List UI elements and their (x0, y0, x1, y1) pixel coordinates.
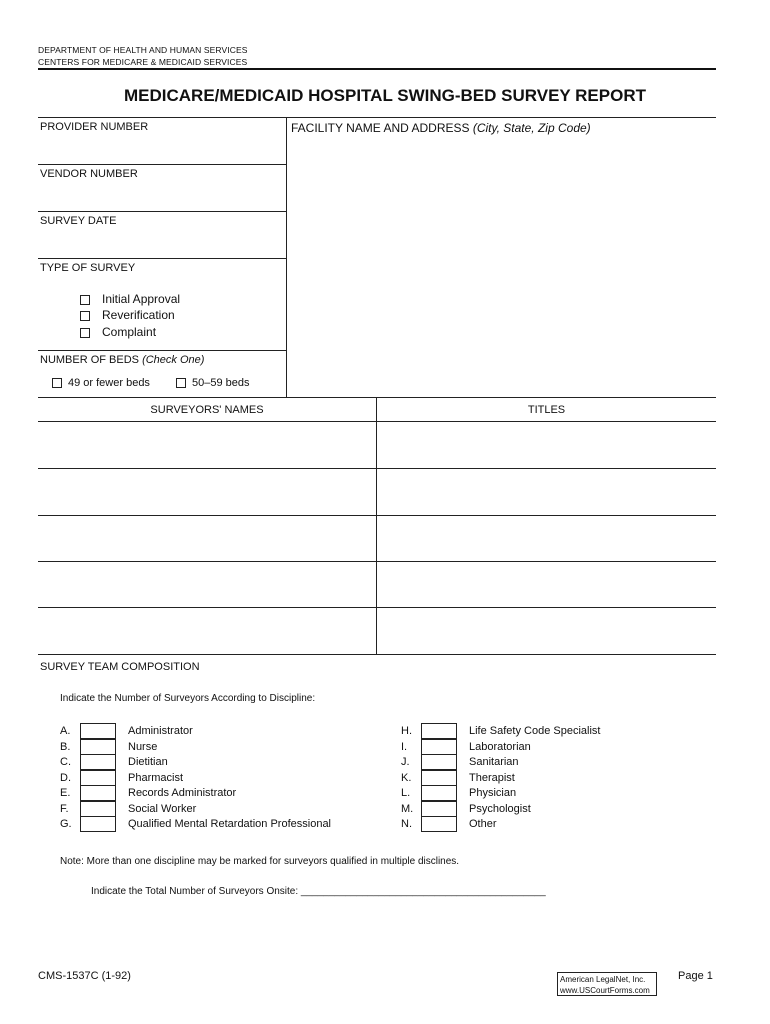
provider-number-label: PROVIDER NUMBER (40, 121, 149, 133)
survey-type-complaint[interactable] (80, 325, 156, 339)
survey-date-label: SURVEY DATE (40, 215, 117, 227)
discipline-count-box[interactable] (421, 785, 457, 801)
vendor-number-rule (38, 211, 286, 212)
discipline-count-box[interactable] (80, 801, 116, 817)
survey-type-reverification-label: Reverification (102, 308, 175, 322)
surveyors-table-top (38, 397, 716, 398)
facility-name-hint: (City, State, Zip Code) (472, 121, 591, 135)
discipline-count-box[interactable] (421, 816, 457, 832)
discipline-count-box[interactable] (80, 770, 116, 786)
survey-date-rule (38, 258, 286, 259)
beds-option-50-59-label: 50–59 beds (192, 377, 250, 389)
publisher-name: American LegalNet, Inc. (560, 975, 646, 984)
checkbox-49-or-fewer[interactable] (52, 378, 62, 388)
survey-type-initial-label: Initial Approval (102, 292, 181, 306)
discipline-letter: M. (401, 802, 414, 815)
discipline-name: Therapist (469, 771, 515, 784)
discipline-name: Nurse (128, 740, 158, 753)
beds-label-hint: (Check One) (142, 354, 205, 366)
beds-option-49-or-fewer[interactable] (52, 377, 150, 389)
discipline-row (60, 786, 400, 800)
discipline-name: Pharmacist (128, 771, 184, 784)
discipline-row (401, 802, 741, 816)
agency-department: DEPARTMENT OF HEALTH AND HUMAN SERVICES (38, 45, 248, 55)
discipline-name: Qualified Mental Retardation Professional (128, 818, 332, 830)
beds-option-49-label: 49 or fewer beds (68, 377, 150, 389)
discipline-letter: I. (401, 740, 408, 753)
surveyor-title-field-5[interactable] (377, 608, 716, 653)
discipline-count-box[interactable] (421, 739, 457, 755)
page-number: Page 1 (678, 970, 713, 982)
discipline-letter: H. (401, 725, 412, 737)
survey-type-initial[interactable] (80, 292, 180, 306)
form-title: MEDICARE/MEDICAID HOSPITAL SWING-BED SURVEY REPORT (123, 86, 646, 105)
discipline-name: Other (469, 818, 497, 830)
checkbox-reverification[interactable] (80, 311, 90, 321)
checkbox-initial-approval[interactable] (80, 295, 90, 305)
titles-header: TITLES (527, 404, 566, 416)
surveyor-title-field-1[interactable] (377, 422, 716, 467)
discipline-count-box[interactable] (421, 801, 457, 817)
discipline-letter: C. (60, 756, 71, 768)
survey-type-reverification[interactable] (80, 308, 175, 322)
title-rule (38, 117, 716, 118)
discipline-name: Laboratorian (469, 740, 531, 753)
form-id: CMS-1537C (1-92) (38, 970, 131, 982)
publisher-box (557, 972, 657, 996)
beds-option-50-59[interactable] (176, 377, 250, 389)
discipline-row (401, 755, 741, 769)
discipline-letter: D. (60, 771, 71, 784)
provider-number-field[interactable] (40, 134, 284, 162)
type-of-survey-label: TYPE OF SURVEY (40, 262, 136, 274)
surveyor-title-field-2[interactable] (377, 469, 716, 514)
discipline-letter: A. (60, 725, 71, 737)
discipline-name: Administrator (128, 725, 193, 737)
facility-name-label (291, 121, 591, 135)
total-surveyors-label: Indicate the Total Number of Surveyors Onsite: (91, 886, 299, 897)
surveyor-title-field-4[interactable] (377, 562, 716, 607)
discipline-name: Records Administrator (128, 787, 237, 799)
discipline-row (60, 802, 400, 816)
discipline-name: Social Worker (128, 802, 197, 815)
discipline-row (401, 724, 741, 738)
surveyor-name-field-3[interactable] (38, 516, 376, 561)
number-of-beds-label (40, 354, 204, 366)
discipline-row (60, 724, 400, 738)
surveyor-name-field-4[interactable] (38, 562, 376, 607)
discipline-letter: B. (60, 740, 71, 753)
discipline-count-box[interactable] (421, 723, 457, 739)
discipline-count-box[interactable] (80, 754, 116, 770)
discipline-name: Sanitarian (469, 756, 519, 768)
surveyors-names-header: SURVEYORS' NAMES (150, 404, 264, 416)
discipline-row (60, 771, 400, 785)
beds-label-text: NUMBER OF BEDS (40, 354, 140, 366)
facility-name-text: FACILITY NAME AND ADDRESS (291, 121, 470, 135)
provider-number-rule (38, 164, 286, 165)
total-surveyors-field[interactable]: ____________________________________________ (300, 886, 546, 897)
facility-name-field[interactable] (290, 138, 714, 394)
surveyors-table-bottom (38, 654, 716, 655)
discipline-letter: J. (401, 756, 410, 768)
discipline-letter: L. (401, 787, 411, 799)
multiple-discipline-note: Note: More than one discipline may be marked for surveyors qualified in multiple disclines. (60, 856, 460, 867)
checkbox-50-59[interactable] (176, 378, 186, 388)
discipline-count-box[interactable] (80, 739, 116, 755)
discipline-row (60, 755, 400, 769)
discipline-name: Life Safety Code Specialist (469, 725, 601, 737)
surveyor-title-field-3[interactable] (377, 516, 716, 561)
checkbox-complaint[interactable] (80, 328, 90, 338)
surveyor-name-field-1[interactable] (38, 422, 376, 467)
surveyor-name-field-2[interactable] (38, 469, 376, 514)
survey-team-composition-label: SURVEY TEAM COMPOSITION (40, 661, 200, 673)
total-surveyors-row (91, 886, 546, 897)
discipline-count-box[interactable] (80, 816, 116, 832)
discipline-name: Psychologist (469, 802, 531, 815)
discipline-letter: N. (401, 818, 412, 830)
agency-centers: CENTERS FOR MEDICARE & MEDICAID SERVICES (38, 57, 248, 67)
discipline-name: Dietitian (128, 756, 168, 768)
discipline-row (60, 740, 400, 754)
discipline-letter: F. (60, 802, 69, 815)
surveyor-name-field-5[interactable] (38, 608, 376, 653)
discipline-row (60, 817, 400, 831)
discipline-letter: E. (60, 787, 71, 799)
discipline-letter: G. (60, 818, 72, 830)
discipline-row (401, 771, 741, 785)
publisher-url: www.USCourtForms.com (560, 986, 650, 995)
type-of-survey-rule (38, 350, 286, 351)
discipline-instruction: Indicate the Number of Surveyors According to Discipline: (60, 693, 316, 704)
vendor-number-field[interactable] (40, 182, 284, 210)
discipline-count-box[interactable] (421, 770, 457, 786)
discipline-count-box[interactable] (421, 754, 457, 770)
discipline-count-box[interactable] (80, 785, 116, 801)
top-section-divider (286, 117, 287, 397)
discipline-name: Physician (469, 787, 517, 799)
vendor-number-label: VENDOR NUMBER (40, 168, 138, 180)
discipline-letter: K. (401, 771, 412, 784)
survey-date-field[interactable] (40, 229, 284, 257)
discipline-row (401, 740, 741, 754)
survey-type-complaint-label: Complaint (102, 325, 157, 339)
discipline-count-box[interactable] (80, 723, 116, 739)
header-rule (38, 68, 716, 70)
discipline-row (401, 817, 741, 831)
discipline-row (401, 786, 741, 800)
